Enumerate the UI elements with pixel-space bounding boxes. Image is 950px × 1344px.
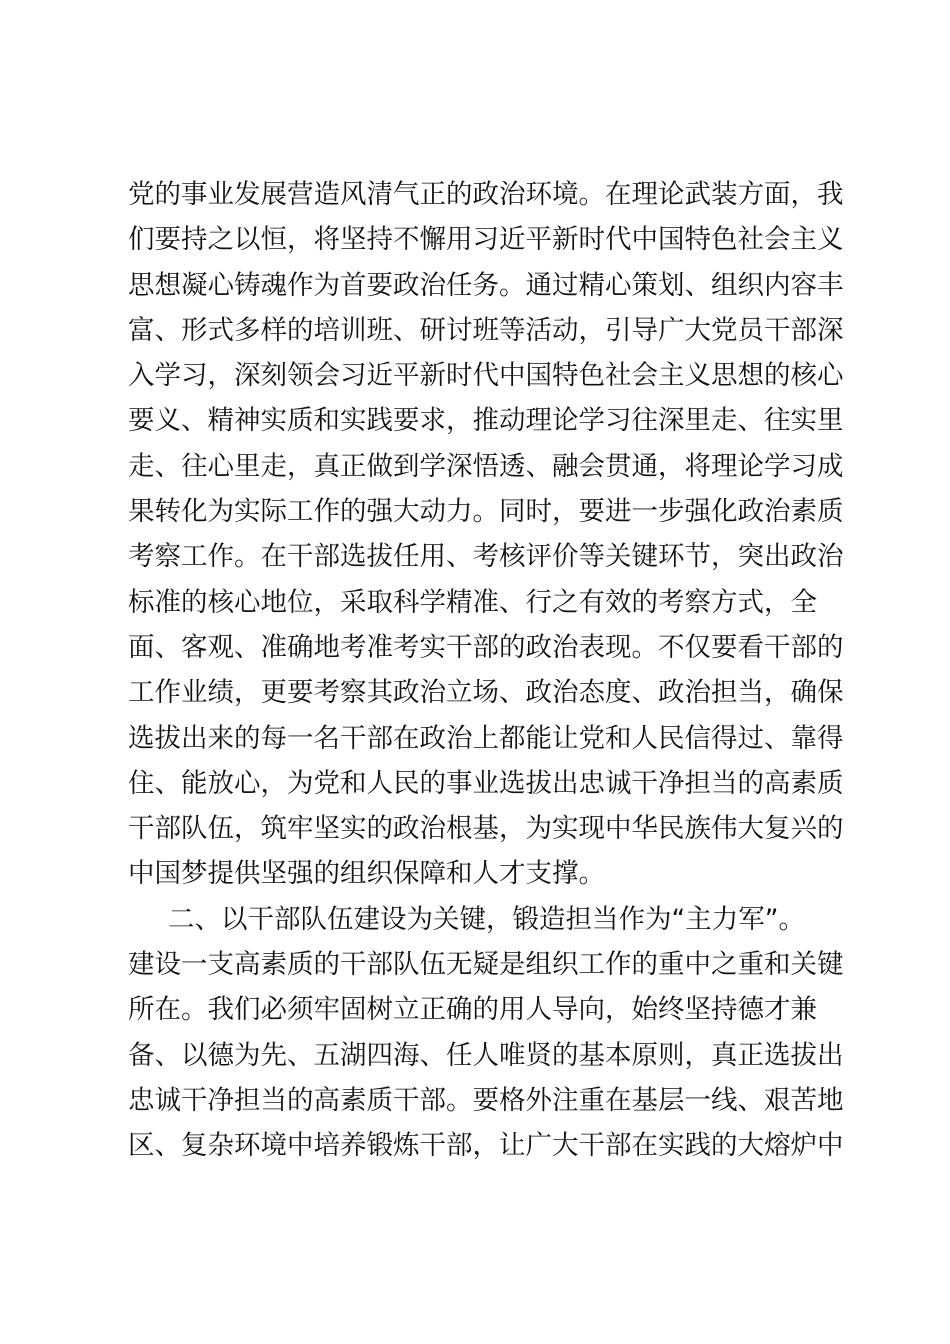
text-line: 忠诚干净担当的高素质干部。要格外注重在基层一线、艰苦地	[128, 1084, 844, 1116]
text-line: 标准的核心地位，采取科学精准、行之有效的考察方式，全	[128, 586, 817, 618]
text-line: 区、复杂环境中培养锻炼干部，让广大干部在实践的大熔炉中	[128, 1130, 844, 1162]
text-line: 选拔出来的每一名干部在政治上都能让党和人民信得过、靠得	[128, 722, 844, 754]
text-line: 党的事业发展营造风清气正的政治环境。在理论武装方面，我	[128, 179, 844, 210]
text-line: 要义、精神实质和实践要求，推动理论学习往深里走、往实里	[128, 405, 844, 437]
text-line: 入学习，深刻领会习近平新时代中国特色社会主义思想的核心	[128, 360, 844, 392]
text-line: 住、能放心，为党和人民的事业选拔出忠诚干净担当的高素质	[128, 767, 844, 799]
text-line: 所在。我们必须牢固树立正确的用人导向，始终坚持德才兼	[128, 994, 817, 1026]
section-heading: 二、以干部队伍建设为关键，锻造担当作为“主力军”。	[168, 903, 805, 935]
text-line: 果转化为实际工作的强大动力。同时，要进一步强化政治素质	[128, 496, 844, 528]
text-line: 富、形式多样的培训班、研讨班等活动，引导广大党员干部深	[128, 314, 844, 346]
text-line: 走、往心里走，真正做到学深悟透、融会贯通，将理论学习成	[128, 450, 844, 482]
text-line: 干部队伍，筑牢坚实的政治根基，为实现中华民族伟大复兴的	[128, 813, 844, 845]
text-line: 中国梦提供坚强的组织保障和人才支撑。	[128, 858, 605, 890]
text-line: 思想凝心铸魂作为首要政治任务。通过精心策划、组织内容丰	[128, 269, 844, 301]
body-text	[128, 172, 844, 1169]
text-line: 工作业绩，更要考察其政治立场、政治态度、政治担当，确保	[128, 677, 844, 709]
text-line: 面、客观、准确地考准考实干部的政治表现。不仅要看干部的	[128, 631, 844, 663]
text-line: 考察工作。在干部选拔任用、考核评价等关键环节，突出政治	[128, 541, 844, 573]
text-line: 备、以德为先、五湖四海、任人唯贤的基本原则，真正选拔出	[128, 1039, 844, 1071]
text-line: 建设一支高素质的干部队伍无疑是组织工作的重中之重和关键	[128, 949, 844, 981]
text-line: 们要持之以恒，将坚持不懈用习近平新时代中国特色社会主义	[128, 224, 844, 256]
